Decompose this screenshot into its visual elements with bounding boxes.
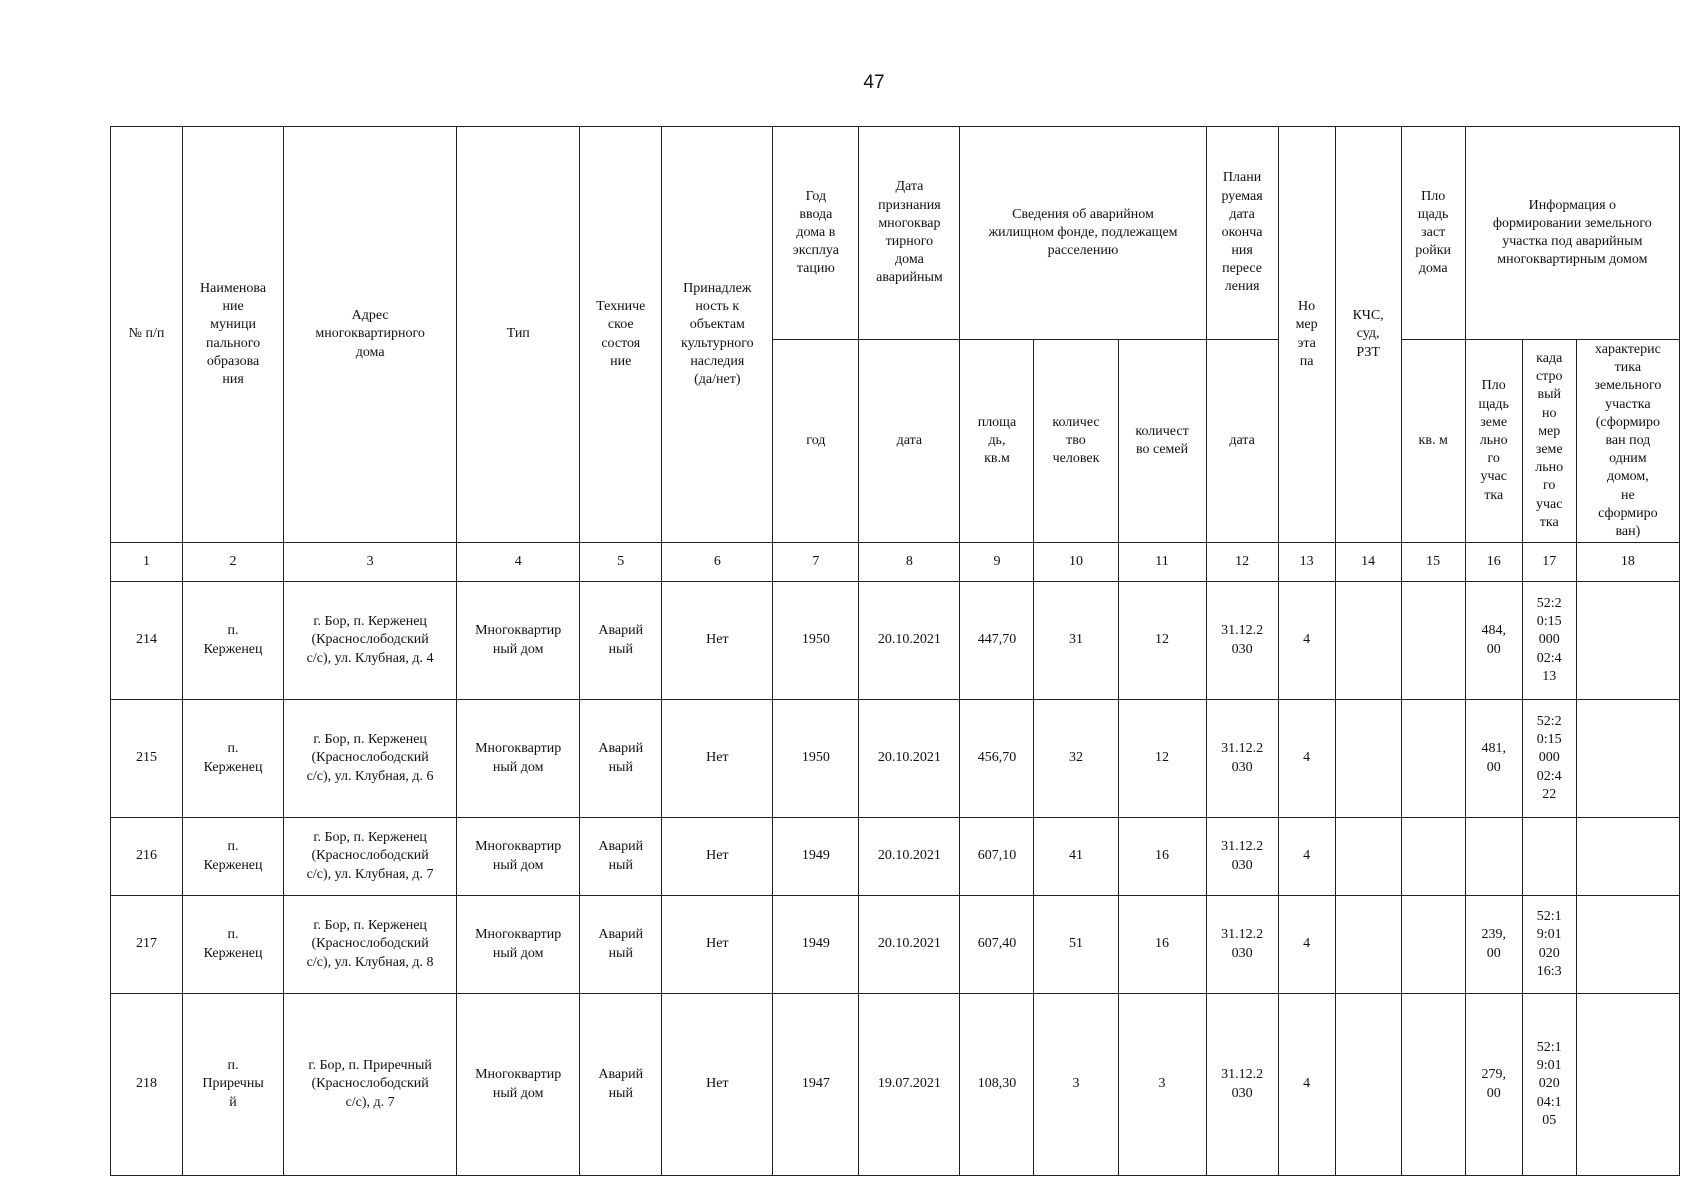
cell-type: Многоквартир ный дом xyxy=(457,582,580,700)
cell-land-area: 239, 00 xyxy=(1465,896,1522,994)
cell-condition: Аварий ный xyxy=(580,700,662,818)
column-number-cell: 8 xyxy=(859,543,960,582)
header-address: Адрес многоквартирного дома xyxy=(284,127,457,543)
cell-cadastral: 52:2 0:15 000 02:4 13 xyxy=(1522,582,1576,700)
cell-land-area: 279, 00 xyxy=(1465,994,1522,1176)
cell-year: 1949 xyxy=(773,896,859,994)
header-year: Год ввода дома в эксплуа тацию xyxy=(773,127,859,340)
column-number-cell: 7 xyxy=(773,543,859,582)
cell-stage: 4 xyxy=(1278,582,1335,700)
cell-build-area xyxy=(1401,818,1465,896)
header-heritage: Принадлеж ность к объектам культурного наследия (да/нет) xyxy=(662,127,773,543)
cell-land-area: 481, 00 xyxy=(1465,700,1522,818)
cell-date-recognized: 20.10.2021 xyxy=(859,896,960,994)
cell-heritage: Нет xyxy=(662,994,773,1176)
cell-build-area xyxy=(1401,994,1465,1176)
header-kchs: КЧС, суд, РЗТ xyxy=(1335,127,1401,543)
cell-heritage: Нет xyxy=(662,582,773,700)
cell-number: 214 xyxy=(111,582,183,700)
cell-heritage: Нет xyxy=(662,818,773,896)
column-number-cell: 5 xyxy=(580,543,662,582)
header-land-info-group: Информация о формировании земельного участка под аварийным многоквартирным домом xyxy=(1465,127,1679,340)
header-housing-info-group: Сведения об аварийном жилищном фонде, подлежащем расселению xyxy=(960,127,1206,340)
cell-area: 447,70 xyxy=(960,582,1034,700)
cell-date-recognized: 20.10.2021 xyxy=(859,582,960,700)
table-row xyxy=(111,896,1680,994)
cell-people: 32 xyxy=(1034,700,1118,818)
cell-number: 217 xyxy=(111,896,183,994)
header-planned-date: Плани руемая дата оконча ния пересе ления xyxy=(1206,127,1278,340)
cell-municipality: п. Приречны й xyxy=(183,994,284,1176)
cell-condition: Аварий ный xyxy=(580,994,662,1176)
cell-type: Многоквартир ный дом xyxy=(457,818,580,896)
column-number-cell: 3 xyxy=(284,543,457,582)
header-area: площа дь, кв.м xyxy=(960,340,1034,543)
cell-area: 108,30 xyxy=(960,994,1034,1176)
cell-land-area xyxy=(1465,818,1522,896)
header-type: Тип xyxy=(457,127,580,543)
cell-municipality: п. Керженец xyxy=(183,700,284,818)
cell-kchs xyxy=(1335,896,1401,994)
column-number-cell: 17 xyxy=(1522,543,1576,582)
page-number: 47 xyxy=(863,72,885,93)
column-number-cell: 6 xyxy=(662,543,773,582)
cell-planned-date: 31.12.2 030 xyxy=(1206,818,1278,896)
column-number-cell: 1 xyxy=(111,543,183,582)
cell-families: 12 xyxy=(1118,700,1206,818)
cell-municipality: п. Керженец xyxy=(183,818,284,896)
cell-stage: 4 xyxy=(1278,896,1335,994)
cell-address: г. Бор, п. Керженец (Краснослободский с/с), ул. Клубная, д. 8 xyxy=(284,896,457,994)
cell-families: 16 xyxy=(1118,896,1206,994)
column-number-cell: 11 xyxy=(1118,543,1206,582)
header-planned-date-unit: дата xyxy=(1206,340,1278,543)
column-number-cell: 2 xyxy=(183,543,284,582)
cell-number: 215 xyxy=(111,700,183,818)
cell-stage: 4 xyxy=(1278,700,1335,818)
cell-area: 607,10 xyxy=(960,818,1034,896)
header-build-area: Пло щадь заст ройки дома xyxy=(1401,127,1465,340)
cell-number: 216 xyxy=(111,818,183,896)
cell-land-status xyxy=(1576,896,1679,994)
cell-type: Многоквартир ный дом xyxy=(457,994,580,1176)
column-number-cell: 10 xyxy=(1034,543,1118,582)
cell-condition: Аварий ный xyxy=(580,582,662,700)
cell-municipality: п. Керженец xyxy=(183,896,284,994)
cell-date-recognized: 20.10.2021 xyxy=(859,700,960,818)
header-condition: Техниче ское состоя ние xyxy=(580,127,662,543)
cell-year: 1949 xyxy=(773,818,859,896)
column-number-cell: 4 xyxy=(457,543,580,582)
cell-people: 51 xyxy=(1034,896,1118,994)
cell-people: 31 xyxy=(1034,582,1118,700)
table-row xyxy=(111,582,1680,700)
cell-number: 218 xyxy=(111,994,183,1176)
cell-planned-date: 31.12.2 030 xyxy=(1206,994,1278,1176)
cell-kchs xyxy=(1335,700,1401,818)
header-land-area: Пло щадь земе льно го учас тка xyxy=(1465,340,1522,543)
cell-area: 456,70 xyxy=(960,700,1034,818)
cell-year: 1950 xyxy=(773,700,859,818)
cell-date-recognized: 19.07.2021 xyxy=(859,994,960,1176)
cell-planned-date: 31.12.2 030 xyxy=(1206,700,1278,818)
cell-families: 3 xyxy=(1118,994,1206,1176)
header-number: № п/п xyxy=(111,127,183,543)
header-cadastral: када стро вый но мер земе льно го учас тка xyxy=(1522,340,1576,543)
cell-build-area xyxy=(1401,700,1465,818)
cell-build-area xyxy=(1401,896,1465,994)
header-land-status: характерис тика земельного участка (сформиро ван под одним домом, не сформиро ван) xyxy=(1576,340,1679,543)
cell-kchs xyxy=(1335,582,1401,700)
cell-planned-date: 31.12.2 030 xyxy=(1206,582,1278,700)
header-date-unit: дата xyxy=(859,340,960,543)
cell-planned-date: 31.12.2 030 xyxy=(1206,896,1278,994)
cell-municipality: п. Керженец xyxy=(183,582,284,700)
cell-families: 16 xyxy=(1118,818,1206,896)
cell-land-status xyxy=(1576,818,1679,896)
column-number-row xyxy=(111,543,1680,582)
cell-stage: 4 xyxy=(1278,818,1335,896)
column-number-cell: 18 xyxy=(1576,543,1679,582)
cell-address: г. Бор, п. Керженец (Краснослободский с/с), ул. Клубная, д. 7 xyxy=(284,818,457,896)
cell-address: г. Бор, п. Приречный (Краснослободский с/с), д. 7 xyxy=(284,994,457,1176)
cell-condition: Аварий ный xyxy=(580,896,662,994)
emergency-housing-table xyxy=(110,126,1680,1176)
header-build-area-unit: кв. м xyxy=(1401,340,1465,543)
cell-cadastral xyxy=(1522,818,1576,896)
header-municipality: Наименова ние муници пального образова ния xyxy=(183,127,284,543)
cell-build-area xyxy=(1401,582,1465,700)
table-row xyxy=(111,994,1680,1176)
cell-land-area: 484, 00 xyxy=(1465,582,1522,700)
header-year-unit: год xyxy=(773,340,859,543)
header-families: количест во семей xyxy=(1118,340,1206,543)
cell-land-status xyxy=(1576,994,1679,1176)
column-number-cell: 16 xyxy=(1465,543,1522,582)
cell-area: 607,40 xyxy=(960,896,1034,994)
cell-families: 12 xyxy=(1118,582,1206,700)
column-number-cell: 9 xyxy=(960,543,1034,582)
cell-year: 1947 xyxy=(773,994,859,1176)
cell-land-status xyxy=(1576,582,1679,700)
cell-heritage: Нет xyxy=(662,896,773,994)
header-date-recognized: Дата признания многоквар тирного дома аварийным xyxy=(859,127,960,340)
cell-heritage: Нет xyxy=(662,700,773,818)
table-row xyxy=(111,700,1680,818)
cell-type: Многоквартир ный дом xyxy=(457,896,580,994)
cell-kchs xyxy=(1335,994,1401,1176)
cell-cadastral: 52:1 9:01 020 04:1 05 xyxy=(1522,994,1576,1176)
header-people: количес тво человек xyxy=(1034,340,1118,543)
table-row xyxy=(111,818,1680,896)
header-stage: Но мер эта па xyxy=(1278,127,1335,543)
cell-date-recognized: 20.10.2021 xyxy=(859,818,960,896)
cell-people: 41 xyxy=(1034,818,1118,896)
cell-year: 1950 xyxy=(773,582,859,700)
cell-condition: Аварий ный xyxy=(580,818,662,896)
cell-address: г. Бор, п. Керженец (Краснослободский с/с), ул. Клубная, д. 6 xyxy=(284,700,457,818)
column-number-cell: 12 xyxy=(1206,543,1278,582)
column-number-cell: 15 xyxy=(1401,543,1465,582)
cell-type: Многоквартир ный дом xyxy=(457,700,580,818)
cell-stage: 4 xyxy=(1278,994,1335,1176)
cell-land-status xyxy=(1576,700,1679,818)
cell-kchs xyxy=(1335,818,1401,896)
cell-cadastral: 52:1 9:01 020 16:3 xyxy=(1522,896,1576,994)
column-number-cell: 14 xyxy=(1335,543,1401,582)
cell-cadastral: 52:2 0:15 000 02:4 22 xyxy=(1522,700,1576,818)
cell-people: 3 xyxy=(1034,994,1118,1176)
cell-address: г. Бор, п. Керженец (Краснослободский с/с), ул. Клубная, д. 4 xyxy=(284,582,457,700)
column-number-cell: 13 xyxy=(1278,543,1335,582)
